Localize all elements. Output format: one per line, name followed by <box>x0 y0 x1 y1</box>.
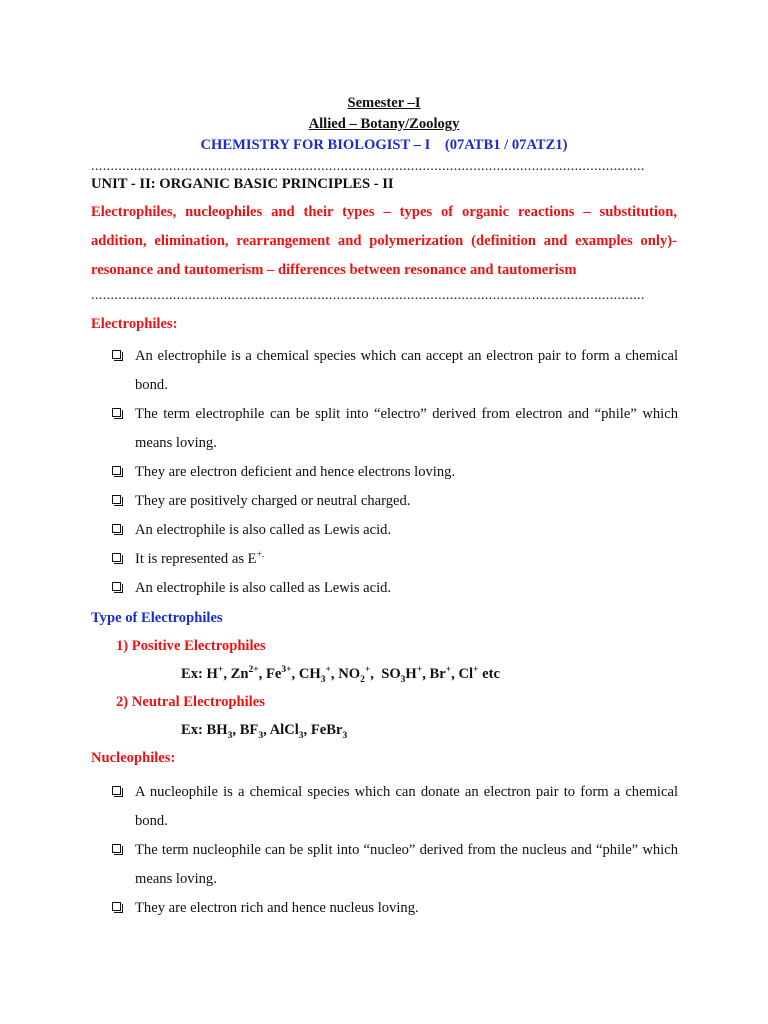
checkbox-bullet-icon <box>112 408 121 417</box>
separator-top: .............................................................................................................................................. <box>91 159 645 174</box>
formula-subscript: 3 <box>298 730 304 741</box>
formula-superscript: + <box>364 665 371 676</box>
bullet-text: They are positively charged or neutral charged. <box>135 493 411 509</box>
checkbox-bullet-icon <box>112 495 121 504</box>
list-item <box>112 894 678 923</box>
positive-electrophiles-label: 1) Positive Electrophiles <box>116 638 266 654</box>
list-item <box>112 778 678 836</box>
chemical-formula <box>310 722 348 741</box>
bullet-text: The term electrophile can be split into “electro” derived from electron and “phile” which means loving. <box>135 406 678 451</box>
formula-base: SO <box>381 666 401 682</box>
bullet-text: An electrophile is also called as Lewis acid. <box>135 580 392 596</box>
formula-base: FeBr <box>310 722 343 738</box>
formula-separator: etc <box>478 666 500 682</box>
formula-base: BF <box>239 722 259 738</box>
allied-heading: Allied – Botany/Zoology <box>308 116 460 132</box>
formula-separator: , <box>291 666 299 682</box>
formula-base: NO <box>338 666 361 682</box>
list-item <box>112 487 678 516</box>
formula-subscript: 3 <box>227 730 233 741</box>
list-item <box>112 458 678 487</box>
electrophile-symbol-charge: +. <box>256 550 265 561</box>
formula-separator: , <box>303 722 311 738</box>
formula-superscript: 2+ <box>248 665 259 676</box>
formula-separator: , <box>223 666 231 682</box>
chemical-formula <box>266 666 299 682</box>
formula-subscript: 3 <box>400 674 406 685</box>
formula-base: CH <box>298 666 321 682</box>
syllabus-text: Electrophiles, nucleophiles and their types – types of organic reactions – substitution, addition, elimination, rearrangement and polymerization (definition and examples only)-resonance and tautomerism – differences between resonance and tautomerism <box>91 204 677 278</box>
bullet-text: They are electron rich and hence nucleus loving. <box>135 900 419 916</box>
formula-base: BH <box>206 722 228 738</box>
formula-separator: , <box>451 666 459 682</box>
formula-subscript: 2 <box>360 674 365 685</box>
formula-separator: , <box>370 666 382 682</box>
types-heading: Type of Electrophiles <box>91 610 223 626</box>
chemical-formula <box>381 665 430 685</box>
bullet-text-main: It is represented as E <box>135 551 257 567</box>
bullet-text: They are electron deficient and hence electrons loving. <box>135 464 456 480</box>
formula-base: Cl <box>458 666 474 682</box>
nucleophiles-heading: Nucleophiles: <box>91 750 176 766</box>
neutral-examples <box>181 720 347 740</box>
formula-separator: , <box>258 666 266 682</box>
formula-separator: , <box>330 666 339 682</box>
formula-superscript: + <box>416 665 423 676</box>
checkbox-bullet-icon <box>112 844 121 853</box>
formula-subscript: 3 <box>342 730 348 741</box>
neutral-electrophiles-label: 2) Neutral Electrophiles <box>116 694 265 710</box>
list-item <box>112 836 678 894</box>
bullet-text: An electrophile is also called as Lewis acid. <box>135 522 392 538</box>
formula-superscript: + <box>217 665 224 676</box>
formula-separator: , <box>422 666 430 682</box>
chemical-formula <box>207 666 231 682</box>
formula-superscript: + <box>325 665 331 676</box>
checkbox-bullet-icon <box>112 902 121 911</box>
formula-mid: H <box>405 666 417 682</box>
unit-title: UNIT - II: ORGANIC BASIC PRINCIPLES - II <box>91 176 394 192</box>
list-item <box>112 342 678 400</box>
example-prefix: Ex: <box>181 722 207 738</box>
formula-base: Zn <box>230 666 249 682</box>
chemical-formula <box>298 665 339 685</box>
example-prefix: Ex: <box>181 666 207 682</box>
list-item <box>112 400 678 458</box>
formula-base: Br <box>429 666 446 682</box>
checkbox-bullet-icon <box>112 786 121 795</box>
list-item <box>112 574 678 603</box>
formula-superscript: + <box>445 665 452 676</box>
semester-heading: Semester –I <box>347 95 421 111</box>
checkbox-bullet-icon <box>112 350 121 359</box>
bullet-text: A nucleophile is a chemical species which can donate an electron pair to form a chemical bond. <box>135 784 678 829</box>
chemical-formula <box>239 722 270 741</box>
list-item <box>112 545 678 574</box>
electrophiles-heading: Electrophiles: <box>91 316 178 332</box>
formula-separator: , <box>263 722 270 738</box>
formula-superscript: 3+ <box>281 665 292 676</box>
formula-base: H <box>206 666 218 682</box>
bullet-text: An electrophile is a chemical species which can accept an electron pair to form a chemical bond. <box>135 348 678 393</box>
chemical-formula <box>269 722 311 741</box>
checkbox-bullet-icon <box>112 466 121 475</box>
list-item <box>112 516 678 545</box>
formula-separator: , <box>232 722 240 738</box>
formula-base: Fe <box>265 666 282 682</box>
chemical-formula <box>338 665 382 685</box>
formula-superscript: + <box>473 665 479 676</box>
formula-subscript: 3 <box>258 730 264 741</box>
positive-examples <box>181 664 500 684</box>
bullet-text: The term nucleophile can be split into “nucleo” derived from the nucleus and “phile” which means loving. <box>135 842 678 887</box>
chemical-formula <box>206 722 240 741</box>
checkbox-bullet-icon <box>112 553 121 562</box>
separator-bottom: .............................................................................................................................................. <box>91 288 645 303</box>
chemical-formula <box>430 666 459 682</box>
bullet-text <box>135 545 678 574</box>
formula-subscript: 3 <box>320 674 326 685</box>
course-title: CHEMISTRY FOR BIOLOGIST – I (07ATB1 / 07ATZ1) <box>200 137 568 153</box>
chemical-formula <box>458 666 499 682</box>
checkbox-bullet-icon <box>112 582 121 591</box>
formula-base: AlCl <box>269 722 299 738</box>
checkbox-bullet-icon <box>112 524 121 533</box>
chemical-formula <box>231 666 266 682</box>
